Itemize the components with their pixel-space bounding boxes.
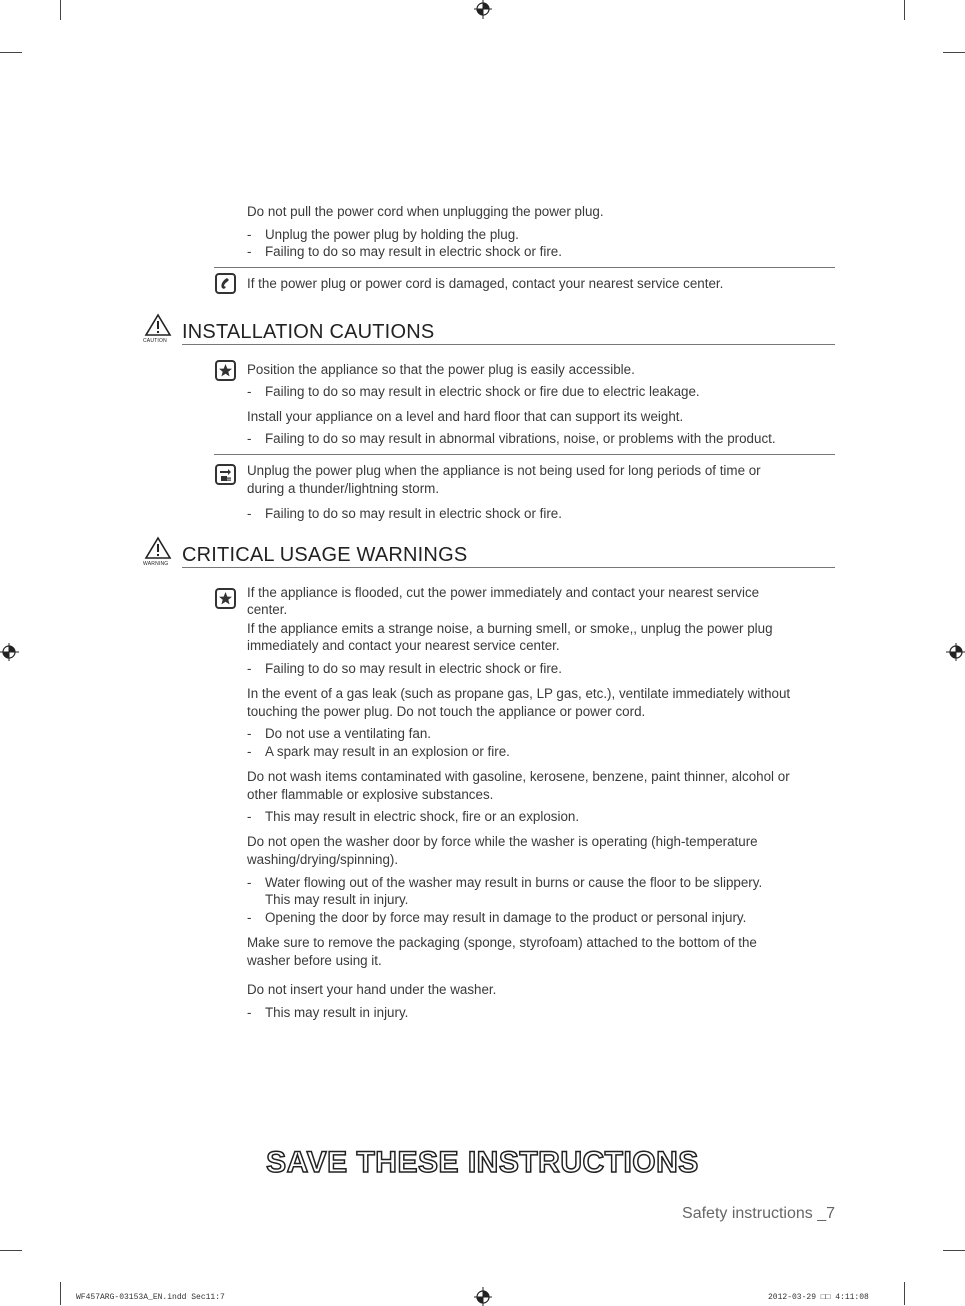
crop-mark: [904, 0, 905, 20]
bullet-dash: -: [247, 227, 252, 242]
install-text: during a thunder/lightning storm.: [247, 481, 440, 496]
registration-mark-icon: [0, 641, 22, 663]
star-important-icon: [215, 360, 237, 382]
bullet-dash: -: [247, 744, 252, 759]
crop-mark: [60, 1282, 61, 1305]
crop-mark: [904, 1282, 905, 1305]
intro-text: Do not pull the power cord when unplugging the power plug.: [247, 204, 604, 219]
service-phone-icon: [215, 273, 237, 295]
critical-text: immediately and contact your nearest service center.: [247, 638, 560, 653]
critical-text: In the event of a gas leak (such as propane gas, LP gas, etc.), ventilate immediately without: [247, 686, 791, 701]
crop-mark: [0, 52, 22, 53]
bullet-dash: -: [247, 809, 252, 824]
bullet-text: Failing to do so may result in electric shock or fire.: [265, 661, 562, 676]
divider: [214, 454, 835, 455]
bullet-dash: -: [247, 726, 252, 741]
critical-text: Do not insert your hand under the washer.: [247, 982, 497, 997]
bullet-dash: -: [247, 875, 252, 890]
crop-mark: [943, 52, 965, 53]
date-slug: 2012-03-29 □□ 4:11:08: [768, 1293, 869, 1302]
bullet-text: Failing to do so may result in abnormal vibrations, noise, or problems with the product.: [265, 431, 776, 446]
install-text: Unplug the power plug when the appliance is not being used for long periods of time or: [247, 463, 761, 478]
bullet-text: Opening the door by force may result in damage to the product or personal injury.: [265, 910, 747, 925]
bullet-dash: -: [247, 1005, 252, 1020]
critical-text: Do not open the washer door by force while the washer is operating (high-temperature: [247, 834, 758, 849]
critical-text: washing/drying/spinning).: [247, 852, 399, 867]
section-title-installation: INSTALLATION CAUTIONS: [182, 321, 435, 343]
bullet-text: Do not use a ventilating fan.: [265, 726, 432, 741]
section-title-critical: CRITICAL USAGE WARNINGS: [182, 544, 468, 566]
bullet-continuation: This may result in injury.: [265, 892, 409, 907]
bullet-text: Water flowing out of the washer may result in burns or cause the floor to be slippery.: [265, 875, 763, 890]
bullet-dash: -: [247, 384, 252, 399]
registration-mark-icon: [943, 641, 965, 663]
crop-mark: [943, 1250, 965, 1251]
bullet-text: This may result in injury.: [265, 1005, 409, 1020]
install-text: Install your appliance on a level and hard floor that can support its weight.: [247, 409, 684, 424]
page-label: Safety instructions _7: [682, 1205, 835, 1222]
bullet-dash: -: [247, 244, 252, 259]
bullet-dash: -: [247, 661, 252, 676]
crop-mark: [60, 0, 61, 20]
bullet-dash: -: [247, 506, 252, 521]
caution-label: CAUTION: [143, 338, 167, 344]
bullet-text: Failing to do so may result in electric shock or fire.: [265, 506, 562, 521]
save-instructions-heading: SAVE THESE INSTRUCTIONS: [266, 1146, 699, 1179]
install-text: Position the appliance so that the power plug is easily accessible.: [247, 362, 635, 377]
divider: [214, 267, 835, 268]
critical-text: touching the power plug. Do not touch the appliance or power cord.: [247, 704, 646, 719]
unplug-icon: [215, 464, 237, 486]
file-slug: WF457ARG-03153A_EN.indd Sec11:7: [76, 1293, 225, 1302]
critical-text: Make sure to remove the packaging (sponge, styrofoam) attached to the bottom of the: [247, 935, 757, 950]
section-rule: [182, 344, 835, 345]
registration-mark-icon: [472, 1284, 494, 1306]
critical-text: other flammable or explosive substances.: [247, 787, 494, 802]
bullet-text: Unplug the power plug by holding the plug.: [265, 227, 519, 242]
registration-mark-icon: [472, 0, 494, 22]
critical-text: center.: [247, 602, 288, 617]
warning-label: WARNING: [143, 561, 169, 567]
bullet-text: This may result in electric shock, fire or an explosion.: [265, 809, 580, 824]
bullet-dash: -: [247, 431, 252, 446]
critical-text: Do not wash items contaminated with gasoline, kerosene, benzene, paint thinner, alcohol or: [247, 769, 790, 784]
bullet-text: A spark may result in an explosion or fire.: [265, 744, 510, 759]
intro-note: If the power plug or power cord is damaged, contact your nearest service center.: [247, 276, 724, 291]
section-rule: [182, 567, 835, 568]
crop-mark: [0, 1250, 22, 1251]
critical-text: If the appliance emits a strange noise, a burning smell, or smoke,, unplug the power plug: [247, 621, 773, 636]
critical-text: washer before using it.: [247, 953, 382, 968]
star-important-icon: [215, 588, 237, 610]
bullet-text: Failing to do so may result in electric shock or fire.: [265, 244, 562, 259]
critical-text: If the appliance is flooded, cut the power immediately and contact your nearest service: [247, 585, 760, 600]
bullet-text: Failing to do so may result in electric shock or fire due to electric leakage.: [265, 384, 700, 399]
bullet-dash: -: [247, 910, 252, 925]
